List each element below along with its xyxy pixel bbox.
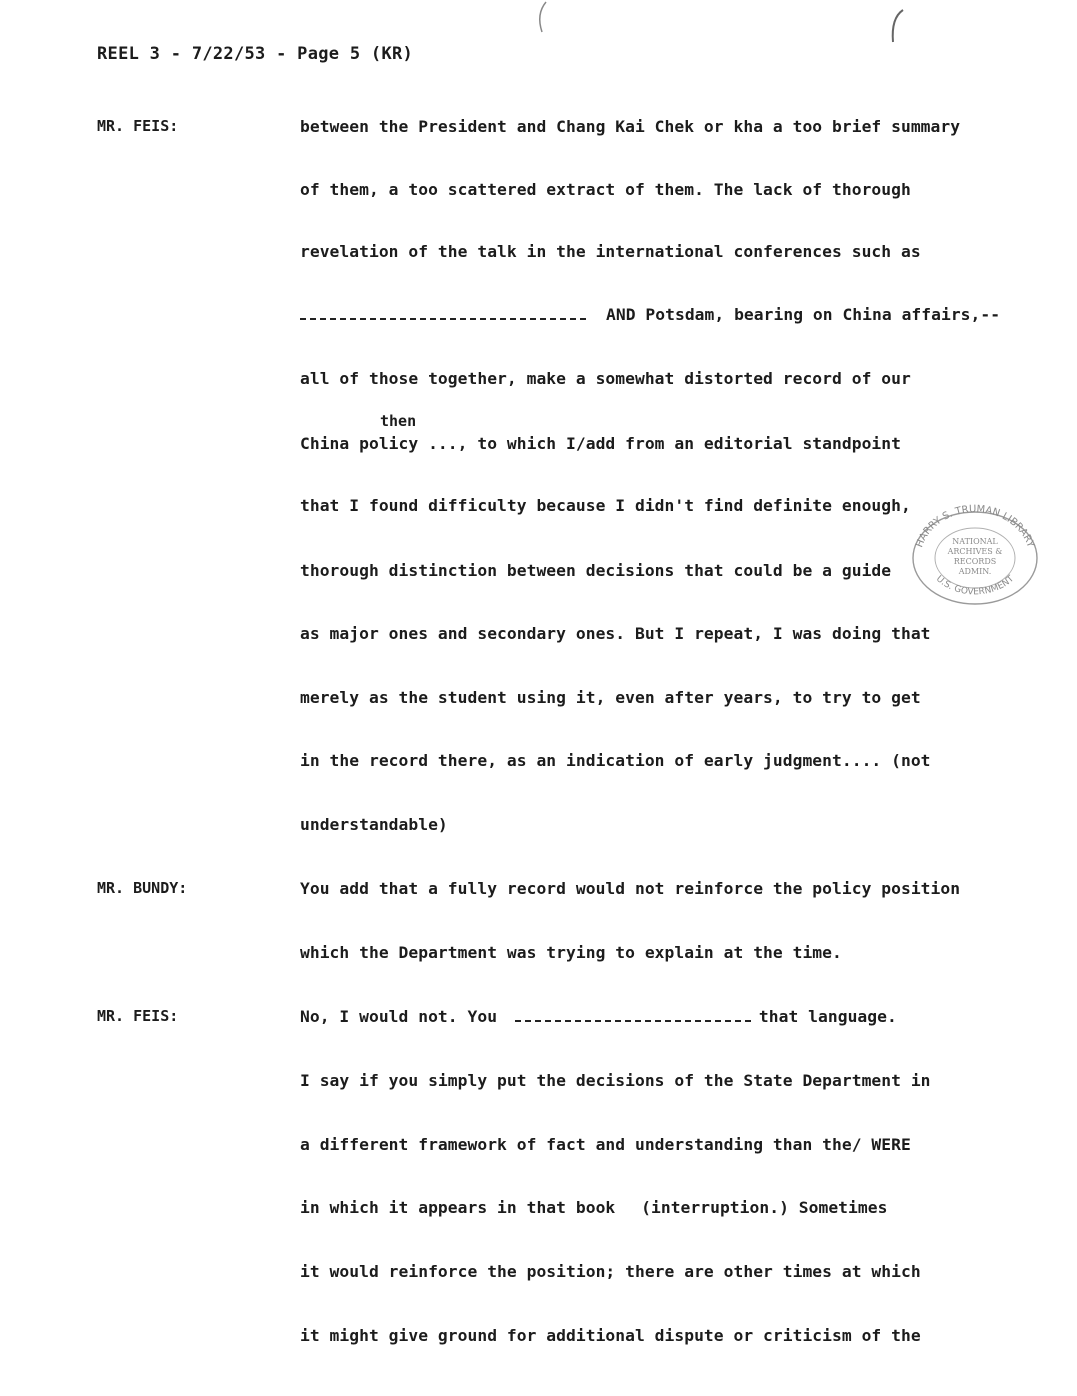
transcript-text: No, I would not. You	[300, 1007, 498, 1026]
handwritten-insertion: then	[380, 412, 417, 430]
transcript-line: as major ones and secondary ones. But I repeat, I was doing that	[300, 624, 931, 643]
transcript-line	[300, 1198, 887, 1217]
stamp-center-text: ADMIN.	[958, 567, 992, 576]
stamp-bottom-text: U.S. GOVERNMENT	[933, 574, 1017, 598]
transcript-line: thorough distinction between decisions that could be a guide	[300, 561, 892, 580]
blank-line	[515, 1018, 751, 1022]
transcript-line: which the Department was trying to explain at the time.	[300, 943, 842, 962]
transcript-text: in which it appears in that book	[300, 1198, 616, 1217]
transcript-line: that I found difficulty because I didn't find definite enough,	[300, 496, 911, 515]
transcript-line: it might give ground for additional dispute or criticism of the	[300, 1326, 921, 1345]
transcript-line: a different framework of fact and understanding than the/ WERE	[300, 1135, 911, 1154]
transcript-line: between the President and Chang Kai Chek or kha a too brief summary	[300, 117, 961, 136]
page-header: REEL 3 - 7/22/53 - Page 5 (KR)	[97, 44, 414, 64]
transcript-line: revelation of the talk in the international conferences such as	[300, 242, 921, 261]
transcript-line: merely as the student using it, even after years, to try to get	[300, 688, 921, 707]
transcript-line: I say if you simply put the decisions of the State Department in	[300, 1071, 931, 1090]
punch-hole-mark	[532, 0, 552, 36]
blank-line	[300, 316, 586, 320]
transcript-text: AND Potsdam, bearing on China affairs,--	[606, 305, 1001, 324]
transcript-line-with-blank	[300, 305, 1000, 324]
transcript-line: it would reinforce the position; there are other times at which	[300, 1262, 921, 1281]
transcript-line: understandable)	[300, 815, 448, 834]
stamp-ring-text: HARRY S. TRUMAN LIBRARY	[914, 503, 1036, 550]
transcript-line: in the record there, as an indication of early judgment.... (not	[300, 751, 931, 770]
transcript-line: of them, a too scattered extract of them. The lack of thorough	[300, 180, 911, 199]
transcript-line-with-blank	[300, 1007, 897, 1026]
transcript-text: that language.	[758, 1007, 897, 1026]
library-stamp	[900, 500, 1050, 605]
transcript-line: all of those together, make a somewhat distorted record of our	[300, 369, 911, 388]
speaker-feis-2: MR. FEIS:	[97, 1007, 179, 1025]
svg-text:U.S. GOVERNMENT	[934, 574, 1017, 598]
stamp-center-text: NATIONAL	[952, 537, 998, 546]
transcript-line: China policy ..., to which I/add from an editorial standpoint	[300, 434, 901, 453]
stamp-center-text: ARCHIVES &	[947, 547, 1003, 556]
punch-hole-mark	[885, 8, 909, 44]
transcript-text: (interruption.) Sometimes	[641, 1198, 888, 1217]
stamp-center-text: RECORDS	[953, 557, 997, 566]
speaker-bundy: MR. BUNDY:	[97, 879, 188, 897]
transcript-line: You add that a fully record would not reinforce the policy position	[300, 879, 961, 898]
speaker-feis: MR. FEIS:	[97, 117, 179, 135]
